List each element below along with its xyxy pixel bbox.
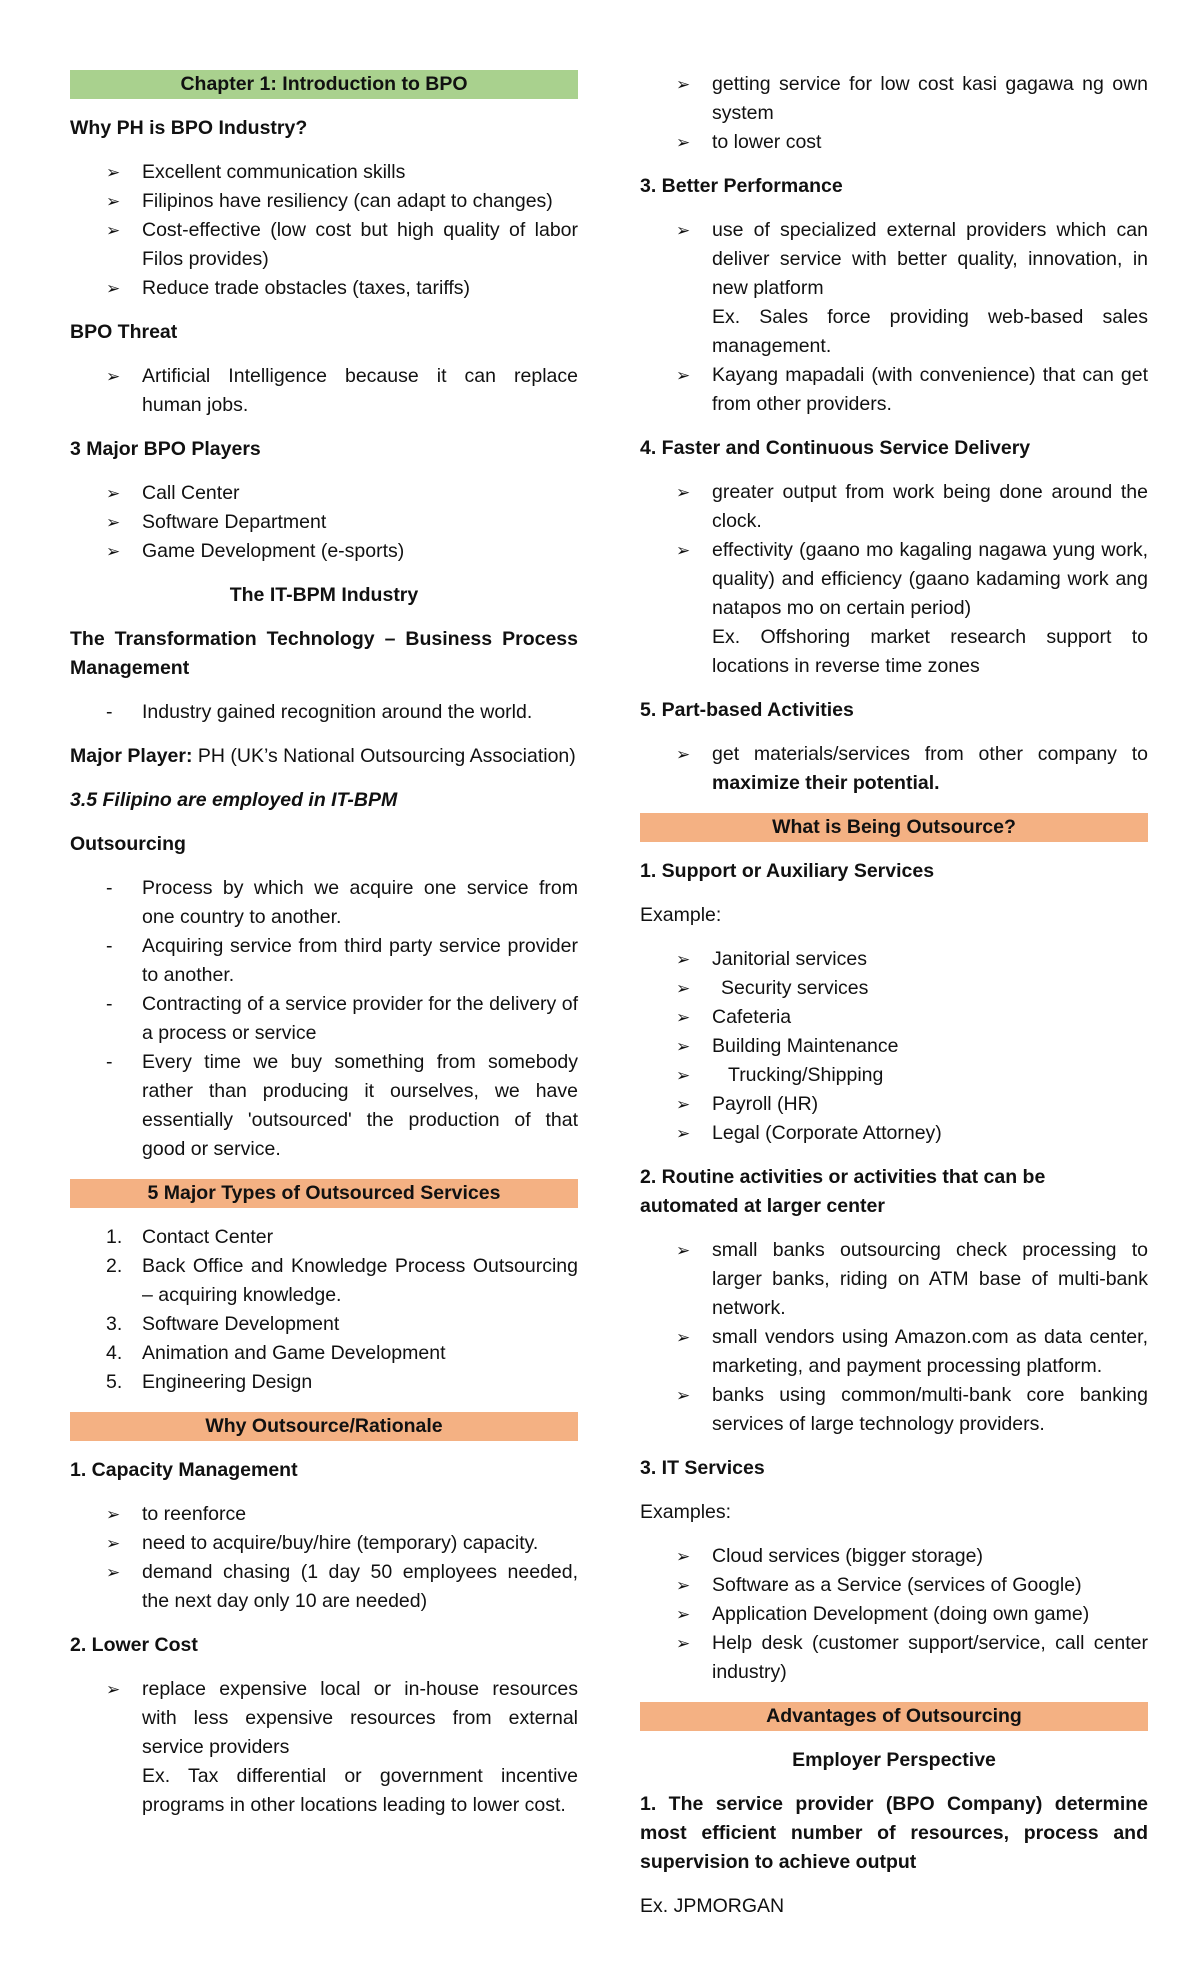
arrow-bullet-icon: ➢ [676,75,691,94]
list-item: - Acquiring service from third party service provider to another. [70,932,578,990]
support-list [640,945,1148,1148]
transformation-heading: The Transformation Technology – Business Process Management [70,628,578,679]
list-item: ➢ Software Department [70,508,578,537]
arrow-bullet-icon: ➢ [676,1095,691,1114]
dash-bullet-icon: - [106,935,113,957]
arrow-bullet-icon: ➢ [106,279,121,298]
list-item: ➢ Cloud services (bigger storage) [640,1542,1148,1571]
list-item: ➢ banks using common/multi-bank core banking services of large technology providers. [640,1381,1148,1439]
list-item: 5. Engineering Design [70,1368,578,1397]
employer-title: Employer Perspective [792,1749,996,1771]
list-item: ➢ Reduce trade obstacles (taxes, tariffs) [70,274,578,303]
arrow-bullet-icon: ➢ [676,1576,691,1595]
arrow-bullet-icon: ➢ [676,1241,691,1260]
list-item: ➢ get materials/services from other company to maximize their potential. [640,740,1148,798]
arrow-bullet-icon: ➢ [106,192,121,211]
arrow-bullet-icon: ➢ [676,950,691,969]
list-item: ➢ demand chasing (1 day 50 employees needed, the next day only 10 are needed) [70,1558,578,1616]
right-column [640,70,1148,1936]
arrow-bullet-icon: ➢ [676,366,691,385]
arrow-bullet-icon: ➢ [676,1386,691,1405]
part-heading: 5. Part-based Activities [640,699,854,721]
arrow-bullet-icon: ➢ [676,221,691,240]
dash-bullet-icon: - [106,993,113,1015]
list-item: ➢ Application Development (doing own game) [640,1600,1148,1629]
rationale-banner: Why Outsource/Rationale [70,1412,578,1441]
arrow-bullet-icon: ➢ [106,1534,121,1553]
faster-heading: 4. Faster and Continuous Service Delivery [640,437,1031,459]
outsourcing-heading: Outsourcing [70,833,186,855]
list-item: ➢ Payroll (HR) [640,1090,1148,1119]
list-item: ➢ Call Center [70,479,578,508]
list-item: ➢ Artificial Intelligence because it can replace human jobs. [70,362,578,420]
list-item: ➢ replace expensive local or in-house resources with less expensive resources from external service providers Ex. Tax differential or government incentive programs in other locations leading to lower cost. [70,1675,578,1820]
chapter-banner: Chapter 1: Introduction to BPO [70,70,578,99]
arrow-bullet-icon: ➢ [106,367,121,386]
list-item: ➢ Trucking/Shipping [640,1061,1148,1090]
arrow-bullet-icon: ➢ [676,1328,691,1347]
it-example-label: Examples: [640,1501,732,1523]
list-item: ➢ Excellent communication skills [70,158,578,187]
players-heading: 3 Major BPO Players [70,438,261,460]
routine-list [640,1236,1148,1439]
outsourcing-list [70,874,578,1164]
list-item: ➢ Help desk (customer support/service, call center industry) [640,1629,1148,1687]
why-ph-heading: Why PH is BPO Industry? [70,117,308,139]
list-item: ➢ to reenforce [70,1500,578,1529]
arrow-bullet-icon: ➢ [106,484,121,503]
routine-heading: 2. Routine activities or activities that can be automated at larger center [640,1166,1046,1217]
transformation-list [70,698,578,727]
arrow-bullet-icon: ➢ [676,1008,691,1027]
types-banner: 5 Major Types of Outsourced Services [70,1179,578,1208]
list-item: ➢ Building Maintenance [640,1032,1148,1061]
arrow-bullet-icon: ➢ [106,1563,121,1582]
dash-bullet-icon: - [106,701,113,723]
list-item: ➢ Cafeteria [640,1003,1148,1032]
itbpm-title: The IT-BPM Industry [229,584,419,606]
arrow-bullet-icon: ➢ [106,542,121,561]
arrow-bullet-icon: ➢ [106,513,121,532]
provider-example: Ex. JPMORGAN [640,1895,785,1917]
list-item: ➢ Cost-effective (low cost but high quality of labor Filos provides) [70,216,578,274]
arrow-bullet-icon: ➢ [106,1680,121,1699]
arrow-bullet-icon: ➢ [676,1037,691,1056]
list-item: ➢ small banks outsourcing check processing to larger banks, riding on ATM base of multi-bank network. [640,1236,1148,1323]
support-example-label: Example: [640,904,722,926]
list-item: ➢ Kayang mapadali (with convenience) that can get from other providers. [640,361,1148,419]
list-item: ➢ need to acquire/buy/hire (temporary) capacity. [70,1529,578,1558]
list-item: - Contracting of a service provider for the delivery of a process or service [70,990,578,1048]
list-number: 4. [106,1342,123,1364]
example-note: Ex. Sales force providing web-based sales management. [712,306,1148,357]
list-item: ➢ to lower cost [640,128,1148,157]
types-list [70,1223,578,1397]
list-item: 2. Back Office and Knowledge Process Outsourcing – acquiring knowledge. [70,1252,578,1310]
list-number: 5. [106,1371,123,1393]
arrow-bullet-icon: ➢ [106,1505,121,1524]
capacity-heading: 1. Capacity Management [70,1459,298,1481]
major-player-paragraph [70,742,578,771]
list-item: ➢ Game Development (e-sports) [70,537,578,566]
faster-list [640,478,1148,681]
example-note: Ex. Offshoring market research support to locations in reverse time zones [712,626,1148,677]
major-player-text: PH (UK’s National Outsourcing Association) [192,745,576,767]
list-item: ➢ Janitorial services [640,945,1148,974]
threat-list [70,362,578,420]
arrow-bullet-icon: ➢ [676,979,691,998]
list-number: 2. [106,1255,123,1277]
lower-cost-list [70,1675,578,1820]
list-item: ➢ Software as a Service (services of Google) [640,1571,1148,1600]
capacity-list [70,1500,578,1616]
list-item: ➢ Legal (Corporate Attorney) [640,1119,1148,1148]
performance-heading: 3. Better Performance [640,175,843,197]
employed-statement: 3.5 Filipino are employed in IT-BPM [70,789,398,811]
part-list [640,740,1148,798]
left-column [70,70,578,1835]
dash-bullet-icon: - [106,1051,113,1073]
arrow-bullet-icon: ➢ [676,133,691,152]
emphasis-text: maximize their potential. [712,772,940,794]
arrow-bullet-icon: ➢ [676,1634,691,1653]
list-item: - Every time we buy something from somebody rather than producing it ourselves, we have essentially 'outsourced' the production of that good or service. [70,1048,578,1164]
support-heading: 1. Support or Auxiliary Services [640,860,935,882]
outsourced-banner: What is Being Outsource? [640,813,1148,842]
list-item: ➢ Security services [640,974,1148,1003]
list-item: 4. Animation and Game Development [70,1339,578,1368]
list-number: 1. [106,1226,123,1248]
list-number: 3. [106,1313,123,1335]
list-item: ➢ getting service for low cost kasi gagawa ng own system [640,70,1148,128]
threat-heading: BPO Threat [70,321,178,343]
it-list [640,1542,1148,1687]
arrow-bullet-icon: ➢ [676,483,691,502]
advantages-banner: Advantages of Outsourcing [640,1702,1148,1731]
list-item: ➢ use of specialized external providers which can deliver service with better quality, innovation, in new platform Ex. Sales force providing web-based sales management. [640,216,1148,361]
list-item: ➢ effectivity (gaano mo kagaling nagawa yung work, quality) and efficiency (gaano kadaming work ang natapos mo on certain period) Ex. Offshoring market research support to locations in reverse time zones [640,536,1148,681]
dash-bullet-icon: - [106,877,113,899]
list-item: - Process by which we acquire one service from one country to another. [70,874,578,932]
performance-list [640,216,1148,419]
list-item: ➢ small vendors using Amazon.com as data center, marketing, and payment processing platform. [640,1323,1148,1381]
arrow-bullet-icon: ➢ [106,163,121,182]
arrow-bullet-icon: ➢ [676,1066,691,1085]
list-item: ➢ greater output from work being done around the clock. [640,478,1148,536]
list-item: 1. Contact Center [70,1223,578,1252]
example-note: Ex. Tax differential or government incentive programs in other locations leading to lower cost. [142,1765,578,1816]
list-item: ➢ Filipinos have resiliency (can adapt to changes) [70,187,578,216]
players-list [70,479,578,566]
cost-continued-list [640,70,1148,157]
arrow-bullet-icon: ➢ [676,1124,691,1143]
major-player-label: Major Player: [70,745,193,767]
list-item: 3. Software Development [70,1310,578,1339]
arrow-bullet-icon: ➢ [106,221,121,240]
arrow-bullet-icon: ➢ [676,541,691,560]
provider-heading: 1. The service provider (BPO Company) determine most efficient number of resources, process and supervision to achieve output [640,1793,1148,1873]
list-item: - Industry gained recognition around the world. [70,698,578,727]
arrow-bullet-icon: ➢ [676,1547,691,1566]
arrow-bullet-icon: ➢ [676,745,691,764]
it-heading: 3. IT Services [640,1457,765,1479]
lower-cost-heading: 2. Lower Cost [70,1634,198,1656]
why-ph-list [70,158,578,303]
arrow-bullet-icon: ➢ [676,1605,691,1624]
